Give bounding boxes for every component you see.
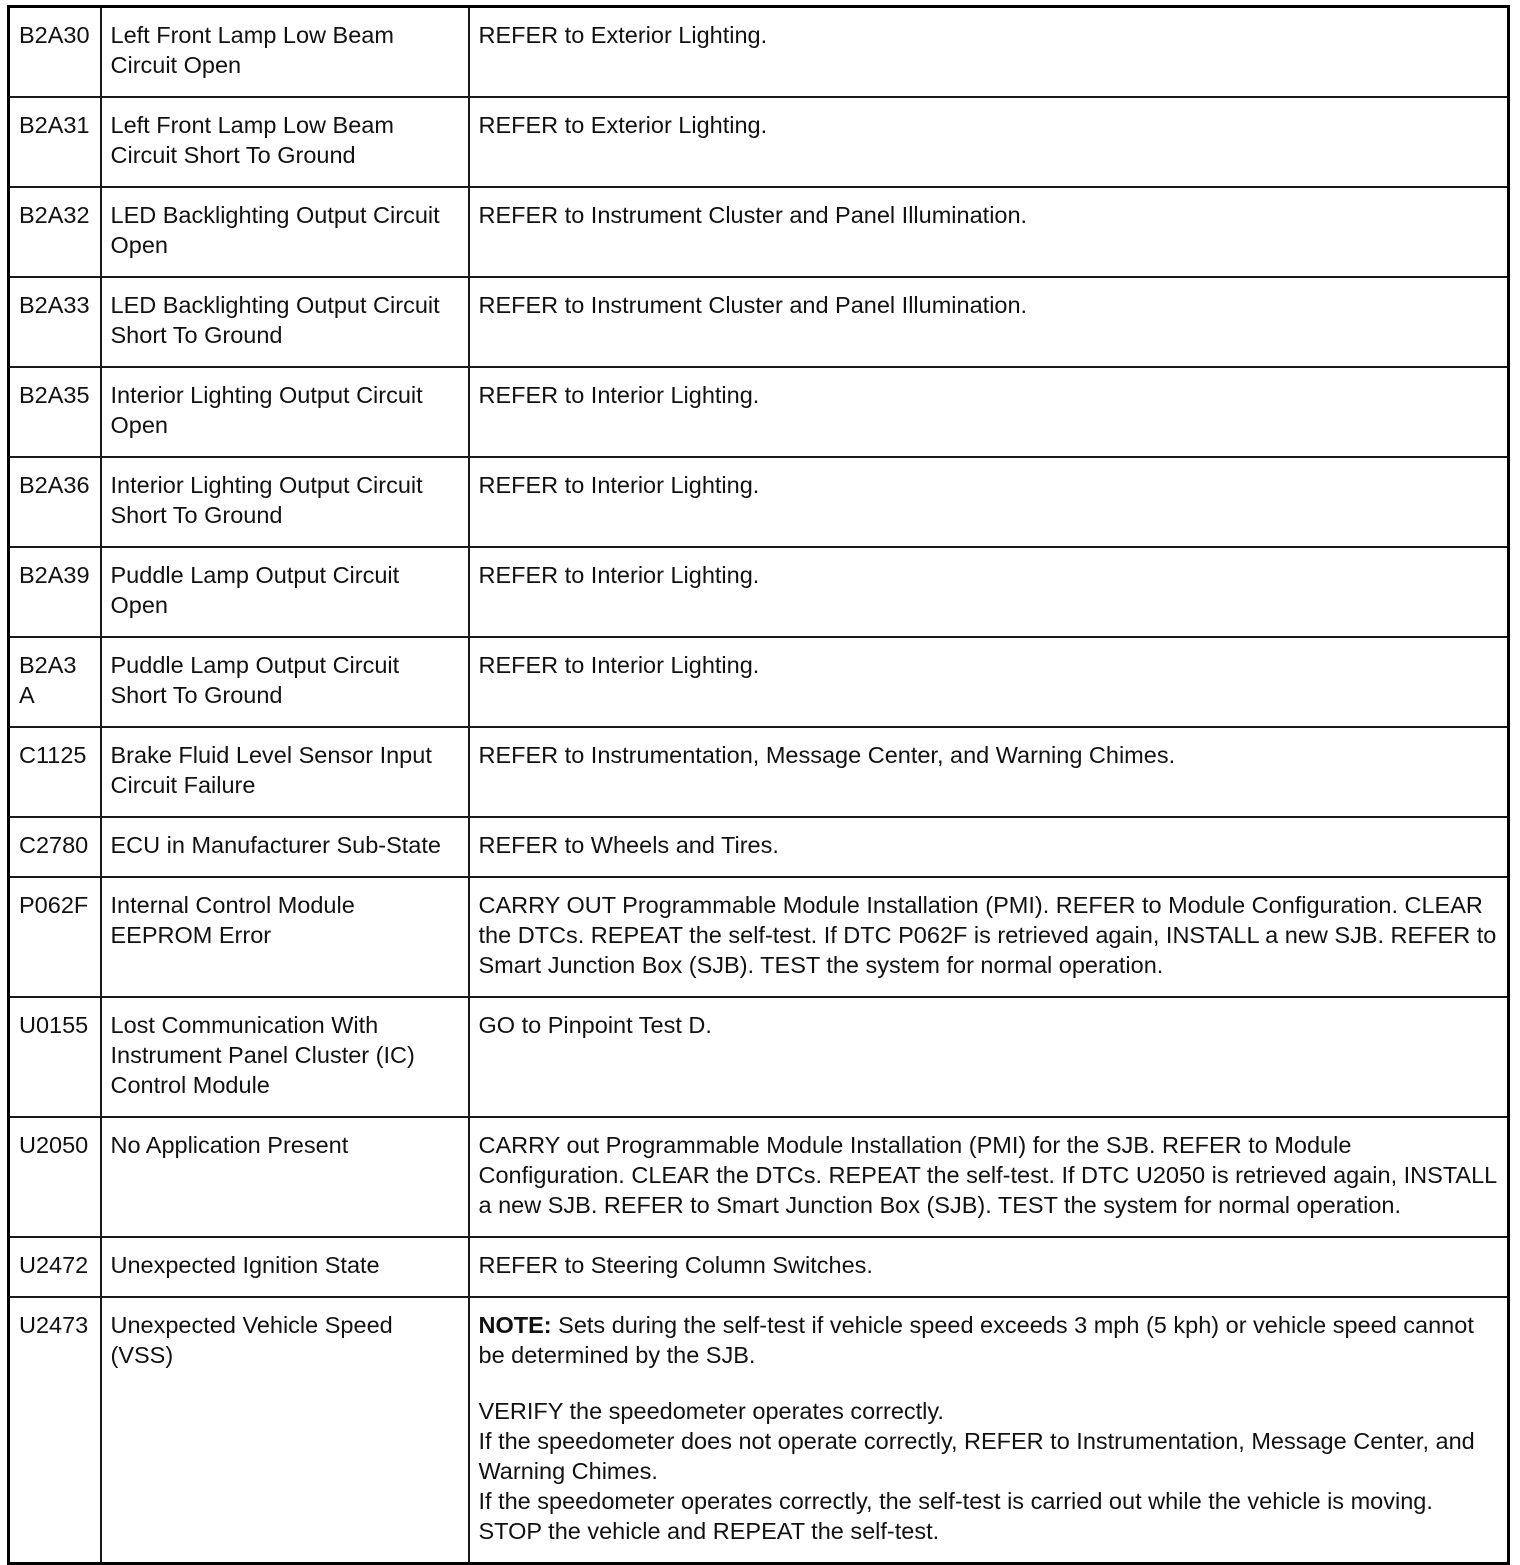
action-text: REFER to Instrument Cluster and Panel Illumination. (478, 292, 1028, 318)
dtc-description: Interior Lighting Output Circuit Open (101, 367, 469, 457)
dtc-description: Left Front Lamp Low Beam Circuit Open (101, 7, 469, 98)
action-text: REFER to Interior Lighting. (478, 652, 760, 678)
document-page (7, 5, 1507, 1565)
table-row (9, 1297, 1509, 1564)
dtc-description: LED Backlighting Output Circuit Short To Ground (101, 277, 469, 367)
table-row (9, 547, 1509, 637)
table-row (9, 1117, 1509, 1237)
dtc-description: Interior Lighting Output Circuit Short To Ground (101, 457, 469, 547)
dtc-code: B2A30 (9, 7, 101, 98)
table-row (9, 457, 1509, 547)
dtc-code: C2780 (9, 817, 101, 877)
dtc-description: Puddle Lamp Output Circuit Short To Ground (101, 637, 469, 727)
action-text: REFER to Instrumentation, Message Center, and Warning Chimes. (478, 742, 1176, 768)
action-text: REFER to Exterior Lighting. (478, 22, 768, 48)
table-row (9, 637, 1509, 727)
dtc-code: U2473 (9, 1297, 101, 1564)
note-label: NOTE: (478, 1312, 552, 1338)
dtc-action (469, 877, 1509, 997)
note-text: Sets during the self-test if vehicle speed exceeds 3 mph (5 kph) or vehicle speed cannot be determined by the SJB. (478, 1312, 1474, 1368)
table-row (9, 817, 1509, 877)
dtc-action (469, 637, 1509, 727)
dtc-code: B2A32 (9, 187, 101, 277)
action-text: CARRY out Programmable Module Installation (PMI) for the SJB. REFER to Module Configuration. CLEAR the DTCs. REPEAT the self-test. If DTC U2050 is retrieved again, INSTALL a new SJB. REFER to Smart Junction Box (SJB). TEST the system for normal operation. (478, 1132, 1497, 1218)
action-text: REFER to Steering Column Switches. (478, 1252, 873, 1278)
action-text: REFER to Interior Lighting. (478, 382, 760, 408)
dtc-code: U2050 (9, 1117, 101, 1237)
dtc-code: B2A3A (9, 637, 101, 727)
dtc-description: Brake Fluid Level Sensor Input Circuit Failure (101, 727, 469, 817)
action-text: REFER to Exterior Lighting. (478, 112, 768, 138)
table-row (9, 97, 1509, 187)
table-row (9, 727, 1509, 817)
dtc-code: B2A31 (9, 97, 101, 187)
dtc-action (469, 457, 1509, 547)
dtc-description: Puddle Lamp Output Circuit Open (101, 547, 469, 637)
dtc-description: ECU in Manufacturer Sub-State (101, 817, 469, 877)
dtc-action (469, 1117, 1509, 1237)
action-text: REFER to Interior Lighting. (478, 562, 760, 588)
dtc-action (469, 1297, 1509, 1564)
dtc-description: LED Backlighting Output Circuit Open (101, 187, 469, 277)
dtc-action (469, 1237, 1509, 1297)
action-text: CARRY OUT Programmable Module Installation (PMI). REFER to Module Configuration. CLEAR the DTCs. REPEAT the self-test. If DTC P062F is retrieved again, INSTALL a new SJB. REFER to Smart Junction Box (SJB). TEST the system for normal operation. (478, 892, 1497, 978)
table-row (9, 7, 1509, 98)
action-text: If the speedometer does not operate correctly, REFER to Instrumentation, Message Center, and Warning Chimes. (478, 1428, 1475, 1484)
dtc-action (469, 367, 1509, 457)
action-text: REFER to Interior Lighting. (478, 472, 760, 498)
dtc-description: Lost Communication With Instrument Panel Cluster (IC) Control Module (101, 997, 469, 1117)
table-row (9, 1237, 1509, 1297)
table-row (9, 187, 1509, 277)
dtc-code: B2A36 (9, 457, 101, 547)
spacer (479, 1370, 1500, 1396)
dtc-code: B2A39 (9, 547, 101, 637)
dtc-code: C1125 (9, 727, 101, 817)
dtc-action (469, 97, 1509, 187)
dtc-action (469, 187, 1509, 277)
dtc-description: Left Front Lamp Low Beam Circuit Short To Ground (101, 97, 469, 187)
dtc-action (469, 727, 1509, 817)
table-row (9, 277, 1509, 367)
dtc-description: Unexpected Ignition State (101, 1237, 469, 1297)
dtc-action (469, 277, 1509, 367)
dtc-action (469, 817, 1509, 877)
action-text: If the speedometer operates correctly, the self-test is carried out while the vehicle is moving. STOP the vehicle and REPEAT the self-test. (478, 1488, 1433, 1544)
dtc-description: Unexpected Vehicle Speed (VSS) (101, 1297, 469, 1564)
table-row (9, 367, 1509, 457)
dtc-code: U2472 (9, 1237, 101, 1297)
dtc-code: U0155 (9, 997, 101, 1117)
dtc-description: No Application Present (101, 1117, 469, 1237)
action-text: REFER to Wheels and Tires. (478, 832, 779, 858)
table-row (9, 877, 1509, 997)
dtc-action (469, 547, 1509, 637)
dtc-action (469, 7, 1509, 98)
dtc-description: Internal Control Module EEPROM Error (101, 877, 469, 997)
note-block (479, 1310, 1500, 1370)
dtc-table (7, 5, 1510, 1565)
action-text: GO to Pinpoint Test D. (478, 1012, 712, 1038)
dtc-action (469, 997, 1509, 1117)
action-text: VERIFY the speedometer operates correctly. (478, 1398, 944, 1424)
action-text: REFER to Instrument Cluster and Panel Illumination. (478, 202, 1028, 228)
dtc-code: P062F (9, 877, 101, 997)
dtc-code: B2A35 (9, 367, 101, 457)
dtc-code: B2A33 (9, 277, 101, 367)
table-row (9, 997, 1509, 1117)
